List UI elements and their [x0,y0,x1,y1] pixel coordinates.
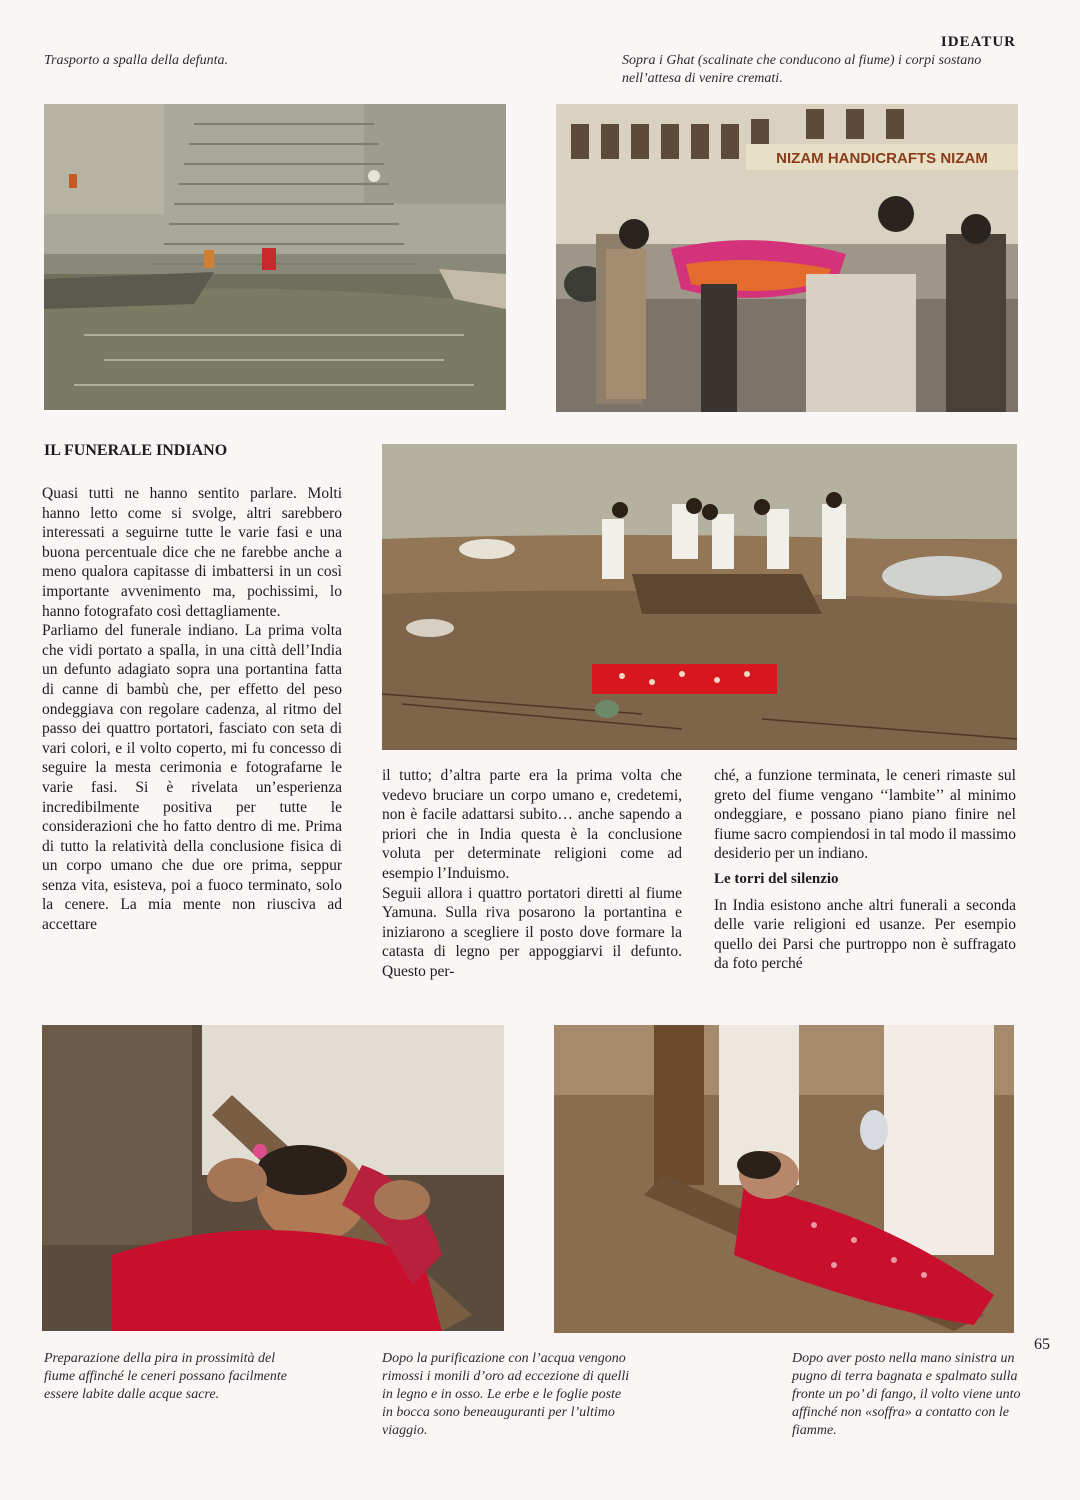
caption-bottom-middle: Dopo la purificazione con l’acqua vengono rimossi i monili d’oro ad eccezione di quelli in legno e in osso. Le erbe e le foglie poste in bocca sono beneauguranti per l’ultimo viaggio. [382,1351,630,1438]
caption-bottom-left: Preparazione della pira in prossimità del fiume affinché le ceneri possano facilmente essere labite dalle acque sacre. [44,1351,287,1402]
article-paragraph: ché, a funzione terminata, le ceneri rimaste sul greto del fiume vengano ‘‘lambite’’ al minimo ondeggiare, e possano piano piano finire nel fiume sacro compiendosi in tal modo il massimo desiderio per un indiano. [714,767,1016,863]
article-column-2 [382,766,682,982]
article-subheading: Le torri del silenzio [714,870,839,887]
photo-body-on-pyre [554,1025,1014,1333]
article-paragraph: Parliamo del funerale indiano. La prima volta che vidi portato a spalla, in una città dell’India un defunto adagiato sopra una portantina fatta di canne di bambù che, per effetto del peso ondeggiava con regolare cadenza, al ritmo del passo dei quattro portatori, fasciato con seta di vari colori, e il volto coperto, mi fu concesso di seguire la mesta cerimonia e fotografarne le varie fasi. Si è rivelata un’esperienza incredibilmente positiva per tutte le considerazioni che ho fatto dentro di me. Prima di tutto la relatività della conclusione fisica di un corpo umano che due ore prima, seppur senza vita, esisteva, poi a fuoco terminato, solo la cenere. La mia mente non riusciva ad accettare [42,622,342,934]
article-paragraph: il tutto; d’altra parte era la prima volta che vedevo bruciare un corpo umano e, credetemi, non è facile adattarsi subito… anche sapendo a priori che in India questa è la conclusione voluta per determinate religioni come ad esempio l’Induismo. [382,767,682,882]
page-number: 65 [1034,1336,1050,1353]
caption-bottom-right: Dopo aver posto nella mano sinistra un pugno di terra bagnata e spalmato sulla fronte un po’ di fango, il volto viene unto affinché non «soffra» a contatto con le fiamme. [792,1351,1021,1438]
photo-procession [556,104,1018,412]
caption-top-left: Trasporto a spalla della defunta. [44,53,228,68]
magazine-header: IDEATUR [940,34,1016,50]
shop-sign-text: NIZAM HANDICRAFTS NIZAM [776,150,988,167]
article-column-1 [42,484,342,935]
article-paragraph: In India esistono anche altri funerali a seconda delle varie religioni ed usanze. Per esempio quello dei Parsi che purtroppo non è suffragato da foto perché [714,896,1016,973]
photo-ghats [44,104,506,410]
photo-preparation-closeup [42,1025,504,1331]
article-paragraph: Seguii allora i quattro portatori diretti al fiume Yamuna. Sulla riva posarono la portantina e iniziarono a scegliere il posto dove formare la catasta di legno per appoggiarvi il defunto. Questo per- [382,884,682,980]
article-column-3 [714,766,1016,974]
photo-riverbank-pyre [382,444,1017,750]
caption-top-right: Sopra i Ghat (scalinate che conducono al fiume) i corpi sostano nell’attesa di venire cremati. [622,53,982,86]
article-title: IL FUNERALE INDIANO [44,442,228,459]
article-paragraph: Quasi tutti ne hanno sentito parlare. Molti hanno letto come si svolge, altri sarebbero interessati a seguirne tutte le varie fasi e una buona percentuale dice che ne farebbe anche a meno qualora capitasse di imbattersi in un così importante avvenimento ma, pochissimi, lo hanno fotografato così dettagliamente. [42,485,342,620]
